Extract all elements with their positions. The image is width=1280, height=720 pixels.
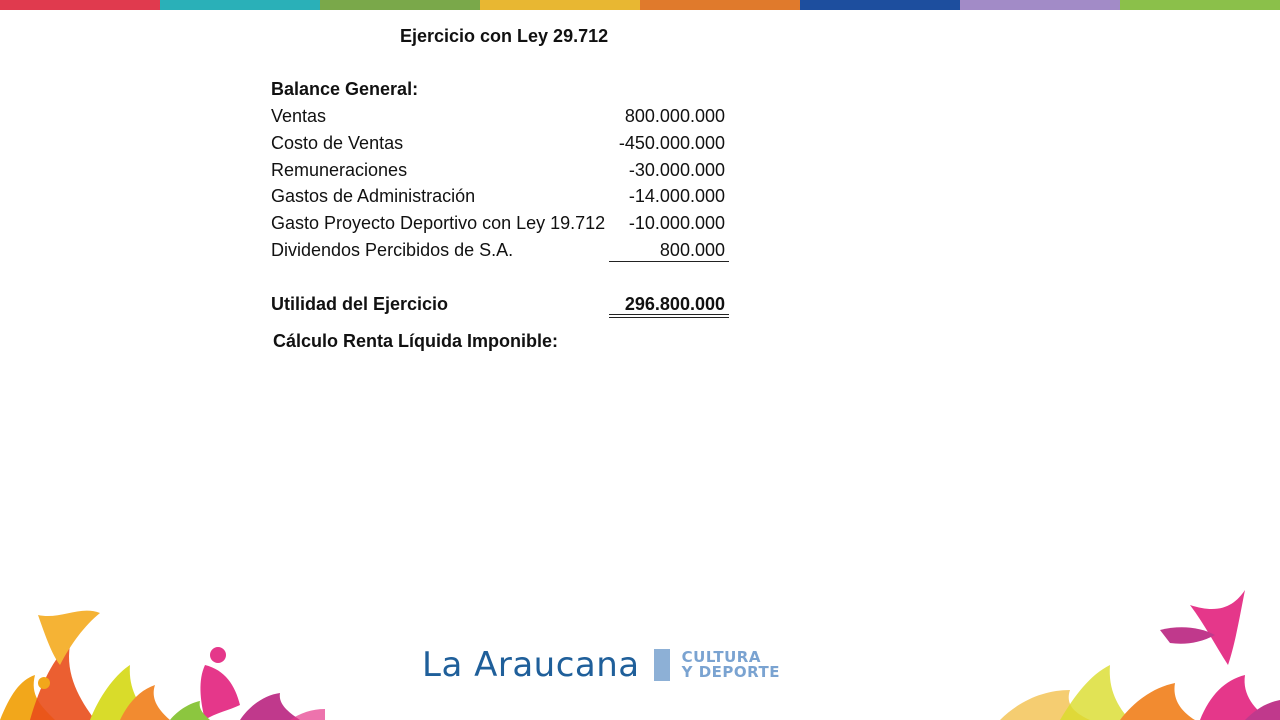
row-label: Gasto Proyecto Deportivo con Ley 19.712	[271, 213, 606, 234]
stripe-segment	[1120, 0, 1280, 10]
row-value: -10.000.000	[628, 213, 725, 234]
stripe-segment	[320, 0, 480, 10]
total-value: 296.800.000	[624, 294, 725, 314]
stripe-segment	[640, 0, 800, 10]
row-label: Costo de Ventas	[271, 132, 404, 153]
row-label: Dividendos Percibidos de S.A.	[271, 239, 514, 260]
balance-row	[271, 130, 731, 157]
row-value: -14.000.000	[628, 186, 725, 207]
row-value: -450.000.000	[618, 132, 725, 153]
row-label: Gastos de Administración	[271, 186, 476, 207]
brand-subtitle-line2: Y DEPORTE	[681, 663, 781, 681]
stripe-segment	[960, 0, 1120, 10]
brand-logo	[422, 640, 780, 690]
stripe-segment	[480, 0, 640, 10]
row-value: -30.000.000	[628, 159, 725, 180]
total-double-underline	[609, 314, 729, 318]
dancers-splash-right-icon	[1000, 585, 1280, 720]
row-label: Remuneraciones	[271, 159, 408, 180]
row-label: Ventas	[271, 106, 327, 126]
balance-row	[271, 103, 731, 130]
brand-name: La Araucana	[422, 645, 640, 685]
subtotal-underline	[609, 261, 729, 262]
dancers-splash-left-icon	[0, 585, 330, 720]
balance-row	[271, 237, 731, 264]
stripe-segment	[800, 0, 960, 10]
slide-title: Ejercicio con Ley 29.712	[400, 26, 609, 46]
brand-separator	[654, 649, 670, 681]
total-label: Utilidad del Ejercicio	[271, 294, 449, 314]
calc-heading: Cálculo Renta Líquida Imponible:	[273, 331, 559, 351]
stripe-segment	[160, 0, 320, 10]
row-value: 800.000.000	[624, 106, 725, 126]
balance-row	[271, 157, 731, 184]
stripe-segment	[0, 0, 160, 10]
balance-row	[271, 210, 731, 237]
brand-subtitle-line1: CULTURA	[681, 648, 761, 666]
balance-table	[271, 103, 731, 264]
brand-subtitle	[682, 650, 780, 680]
balance-heading: Balance General:	[271, 79, 419, 99]
top-color-stripe	[0, 0, 1280, 10]
balance-row	[271, 183, 731, 210]
row-value: 800.000	[659, 239, 725, 260]
